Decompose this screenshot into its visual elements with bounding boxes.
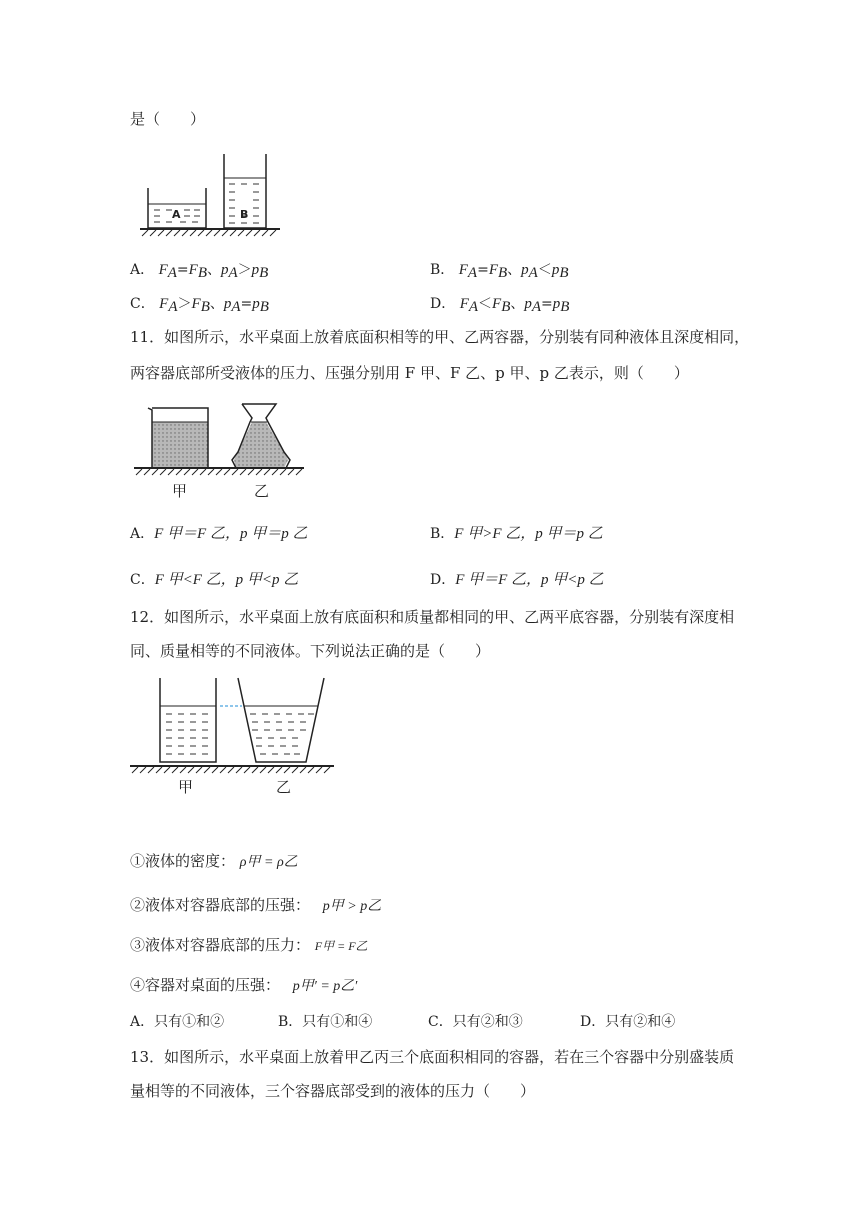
q10-question-tail: 是（ ） bbox=[130, 110, 206, 128]
q11-option-a[interactable]: A．F 甲＝F 乙，p 甲＝p 乙 bbox=[130, 526, 308, 542]
q12-label-yi: 乙 bbox=[276, 778, 292, 796]
q11-option-c[interactable]: C．F 甲<F 乙，p 甲<p 乙 bbox=[130, 572, 299, 588]
q10-option-b[interactable]: B． $F_A=F_B$、$p_A<p_B$ bbox=[430, 262, 569, 281]
q12-statement-4: ④容器对桌面的压强： p甲′ = p乙′ bbox=[130, 976, 358, 994]
q13-question-line1: 13．如图所示，水平桌面上放着甲乙丙三个底面积相同的容器，若在三个容器中分别盛装质 bbox=[130, 1048, 735, 1066]
q10-option-a[interactable]: A． $F_A=F_B$、$p_A>p_B$ bbox=[130, 262, 269, 281]
q12-option-d[interactable]: D．只有②和④ bbox=[580, 1014, 676, 1030]
q12-option-a[interactable]: A．只有①和② bbox=[130, 1014, 225, 1030]
q12-statement-2: ②液体对容器底部的压强： p甲 > p乙 bbox=[130, 896, 382, 914]
q10-label-a: A bbox=[172, 208, 181, 221]
q10-option-c[interactable]: C． $F_A>F_B$、$p_A=p_B$ bbox=[130, 296, 269, 315]
q12-statement-3: ③液体对容器底部的压力： F甲 = F乙 bbox=[130, 936, 368, 954]
q11-option-d[interactable]: D．F 甲＝F 乙，p 甲<p 乙 bbox=[430, 572, 604, 588]
q11-question-line1: 11．如图所示，水平桌面上放着底面积相等的甲、乙两容器，分别装有同种液体且深度相同， bbox=[130, 328, 750, 346]
q11-question-line2: 两容器底部所受液体的压力、压强分别用 F 甲、F 乙、p 甲、p 乙表示，则（ ） bbox=[130, 364, 689, 382]
q12-question-line2: 同、质量相等的不同液体。下列说法正确的是（ ） bbox=[130, 642, 491, 660]
q13-question-line2: 量相等的不同液体，三个容器底部受到的液体的压力（ ） bbox=[130, 1082, 536, 1100]
q10-figure bbox=[140, 150, 280, 240]
q11-figure bbox=[134, 400, 304, 475]
q10-option-d[interactable]: D． $F_A<F_B$、$p_A=p_B$ bbox=[430, 296, 570, 315]
q11-option-b[interactable]: B．F 甲>F 乙，p 甲＝p 乙 bbox=[430, 526, 603, 542]
q11-label-yi: 乙 bbox=[254, 482, 270, 500]
q10-label-b: B bbox=[240, 208, 249, 221]
q12-option-b[interactable]: B．只有①和④ bbox=[278, 1014, 373, 1030]
q12-statement-1: ①液体的密度： ρ甲 = ρ乙 bbox=[130, 852, 298, 870]
q12-label-jia: 甲 bbox=[178, 778, 194, 796]
q12-option-c[interactable]: C．只有②和③ bbox=[428, 1014, 523, 1030]
q12-question-line1: 12．如图所示，水平桌面上放有底面积和质量都相同的甲、乙两平底容器，分别装有深度相 bbox=[130, 608, 735, 626]
q12-figure bbox=[130, 676, 340, 776]
q11-label-jia: 甲 bbox=[172, 482, 188, 500]
